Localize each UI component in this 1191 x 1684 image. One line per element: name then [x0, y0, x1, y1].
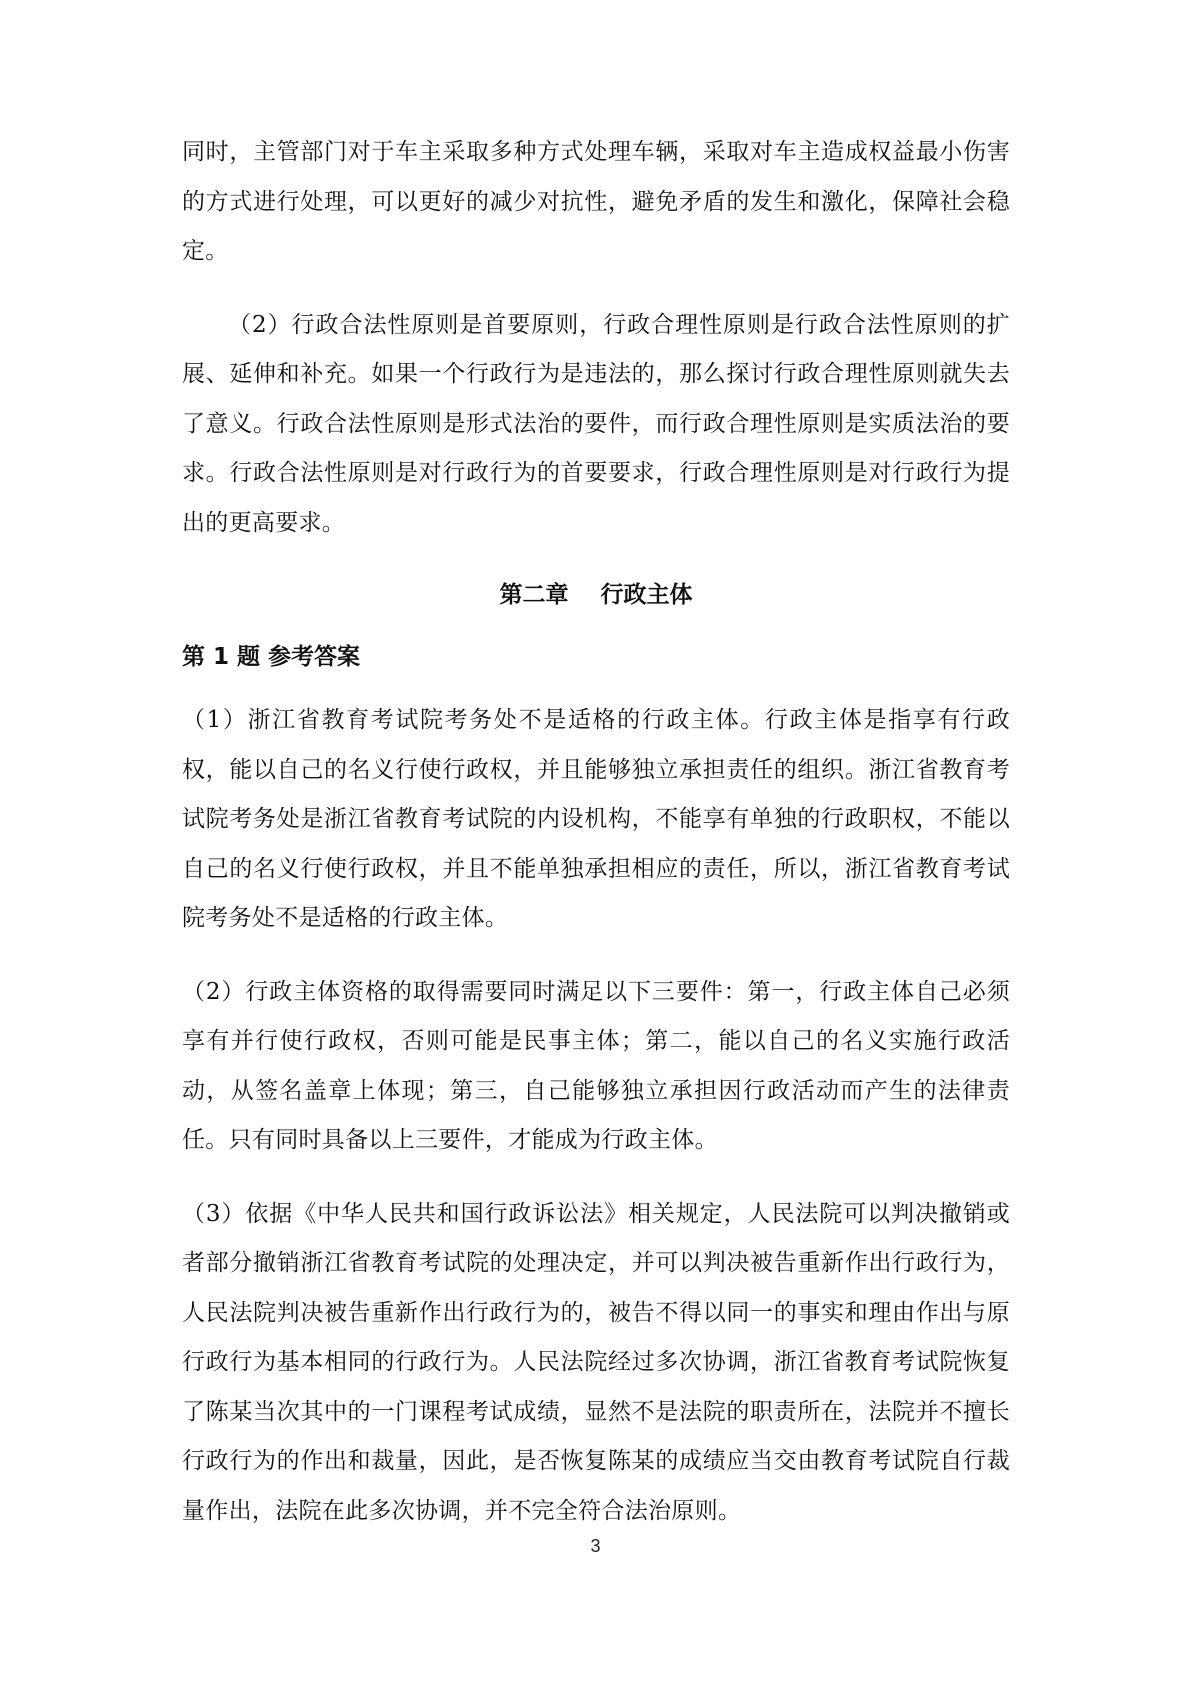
page-number: 3: [590, 1536, 601, 1556]
answer-paragraph-3: （3）依据《中华人民共和国行政诉讼法》相关规定，人民法院可以判决撤销或者部分撤销浙江省教育考试院的处理决定，并可以判决被告重新作出行政行为，人民法院判决被告重新作出行政行为的，被告不得以同一的事实和理由作出与原行政行为基本相同的行政行为。人民法院经过多次协调，浙江省教育考试院恢复了陈某当次其中的一门课程考试成绩，显然不是法院的职责所在，法院并不擅长行政行为的作出和裁量，因此，是否恢复陈某的成绩应当交由教育考试院自行裁量作出，法院在此多次协调，并不完全符合法治原则。: [182, 1200, 1010, 1524]
spacer: [182, 944, 1010, 968]
spacer: [182, 680, 1010, 696]
page-content: [182, 128, 1010, 1536]
paragraph-continuation: 同时，主管部门对于车主采取多种方式处理车辆，采取对车主造成权益最小伤害的方式进行处理，可以更好的减少对抗性，避免矛盾的发生和激化，保障社会稳定。: [182, 139, 1010, 264]
spacer: [182, 548, 1010, 572]
spacer: [182, 1166, 1010, 1190]
answer-paragraph-1: （1）浙江省教育考试院考务处不是适格的行政主体。行政主体是指享有行政权，能以自己的名义行使行政权，并且能够独立承担责任的组织。浙江省教育考试院考务处是浙江省教育考试院的内设机构，不能享有单独的行政职权，不能以自己的名义行使行政权，并且不能单独承担相应的责任，所以，浙江省教育考试院考务处不是适格的行政主体。: [182, 707, 1010, 931]
answer-paragraph-2: （2）行政主体资格的取得需要同时满足以下三要件：第一，行政主体自己必须享有并行使行政权，否则可能是民事主体；第二，能以自己的名义实施行政活动，从签名盖章上体现；第三，自己能够独立承担因行政活动而产生的法律责任。只有同时具备以上三要件，才能成为行政主体。: [182, 978, 1010, 1153]
paragraph-principle-relation: （2）行政合法性原则是首要原则，行政合理性原则是行政合法性原则的扩展、延伸和补充。如果一个行政行为是违法的，那么探讨行政合理性原则就失去了意义。行政合法性原则是形式法治的要件，而行政合理性原则是实质法治的要求。行政合法性原则是对行政行为的首要要求，行政合理性原则是对行政行为提出的更高要求。: [182, 311, 1010, 536]
section-title: 第 1 题 参考答案: [182, 644, 361, 670]
chapter-title: 第二章 行政主体: [499, 582, 693, 608]
spacer: [182, 277, 1010, 301]
spacer: [182, 618, 1010, 634]
